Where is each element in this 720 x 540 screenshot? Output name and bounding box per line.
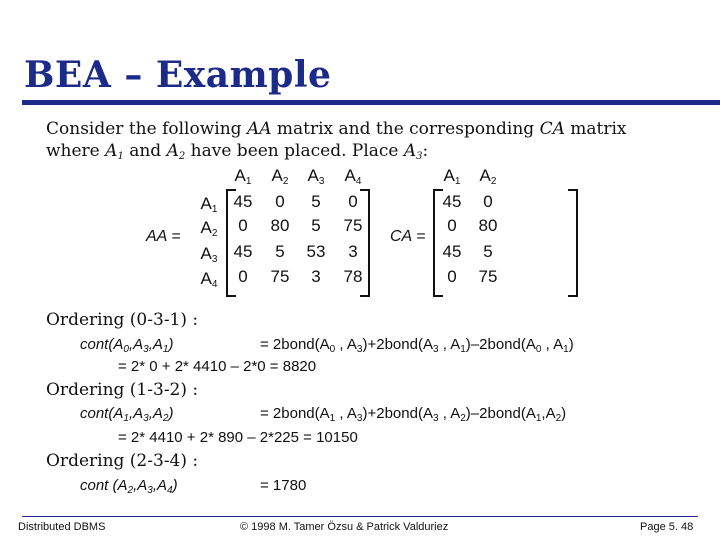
- ca-cell: 0: [447, 267, 457, 286]
- aa-cell: 5: [275, 242, 285, 261]
- title-rule: [22, 100, 720, 105]
- intro-text: [46, 118, 627, 168]
- aa-cell: 45: [233, 192, 253, 211]
- aa-cell: 78: [343, 267, 363, 286]
- aa-cell: 53: [306, 242, 326, 261]
- aa-right-bracket: [360, 189, 370, 297]
- ordering-1-calc: = 2* 0 + 2* 4410 – 2*0 = 8820: [118, 358, 317, 375]
- aa-cell: 5: [311, 192, 321, 211]
- aa-row-header: $A_3$: [200, 244, 218, 265]
- ca-label: CA =: [390, 228, 426, 245]
- formula-rhs: = $2bond(A_1$ , $A_3)+2bond(A_3$ , $A_2)-2bond(A_1,A_2)$: [260, 405, 567, 424]
- footer-left: Distributed DBMS: [18, 521, 106, 533]
- intro-prefix: Consider the following: [46, 119, 247, 139]
- ordering-1-formula: [80, 336, 574, 355]
- ca-left-bracket: [433, 189, 443, 297]
- slide-title: BEA – Example: [24, 54, 332, 96]
- aa-cell: 80: [270, 216, 290, 235]
- aa-cell: 3: [311, 267, 321, 286]
- intro-ca: CA: [539, 119, 565, 139]
- aa-cell: 0: [238, 216, 248, 235]
- ca-cell: 80: [478, 216, 498, 235]
- aa-row-header: $A_2$: [200, 218, 218, 239]
- ca-cell: 5: [483, 242, 493, 261]
- aa-col-header: $A_1$: [234, 166, 252, 187]
- aa-cell: 45: [233, 242, 253, 261]
- aa-cell: 3: [348, 242, 358, 261]
- footer-rule: [22, 516, 698, 517]
- aa-cell: 75: [270, 267, 290, 286]
- formula-lhs: $cont(A_1,A_3,A_2)$: [80, 405, 174, 424]
- ordering-3-formula: [80, 477, 306, 496]
- ordering-2-heading: Ordering (1-3-2) :: [46, 380, 199, 400]
- aa-cell: 5: [311, 216, 321, 235]
- aa-col-header: $A_4$: [344, 166, 362, 187]
- aa-cell: 0: [238, 267, 248, 286]
- formula-lhs: $cont(A_0,A_3,A_1)$: [80, 336, 174, 355]
- ca-cell: 0: [447, 216, 457, 235]
- ca-right-bracket: [568, 189, 578, 297]
- intro-suffix: matrix: [564, 119, 627, 139]
- ordering-1-heading: Ordering (0-3-1) :: [46, 310, 199, 330]
- ordering-3-heading: Ordering (2-3-4) :: [46, 451, 199, 471]
- aa-label: AA =: [146, 228, 181, 245]
- intro-mid: matrix and the corresponding: [271, 119, 540, 139]
- footer-right: Page 5. 48: [640, 521, 694, 533]
- aa-cell: 0: [275, 192, 285, 211]
- ca-col-header: $A_2$: [479, 166, 497, 187]
- intro-line-2: where $A_1$ and $A_2$ have been placed. Place $A_3$:: [46, 141, 429, 162]
- aa-col-header: $A_2$: [271, 166, 289, 187]
- ca-col-header: $A_1$: [443, 166, 461, 187]
- ca-cell: 0: [483, 192, 493, 211]
- formula-rhs: = $2bond(A_0$ , $A_3)+2bond(A_3$ , $A_1)-2bond(A_0$ , $A_1$): [260, 336, 574, 355]
- ordering-2-formula: [80, 405, 566, 424]
- formula-rhs: = 1780: [260, 477, 307, 494]
- aa-cell: 75: [343, 216, 363, 235]
- footer-center: © 1998 M. Tamer Özsu & Patrick Valduriez: [240, 521, 449, 533]
- aa-row-header: $A_4$: [200, 269, 218, 290]
- aa-col-header: $A_3$: [307, 166, 325, 187]
- formula-lhs: cont $(A_2,A_3,A_4)$: [80, 477, 178, 496]
- ca-cell: 45: [442, 242, 462, 261]
- ca-cell: 75: [478, 267, 498, 286]
- intro-aa: AA: [246, 119, 272, 139]
- aa-left-bracket: [226, 189, 236, 297]
- ordering-2-calc: = 2* 4410 + 2* 890 – 2*225 = 10150: [118, 429, 358, 446]
- aa-row-header: $A_1$: [200, 194, 218, 215]
- intro-line-1: [46, 118, 627, 140]
- ca-cell: 45: [442, 192, 462, 211]
- aa-cell: 0: [348, 192, 358, 211]
